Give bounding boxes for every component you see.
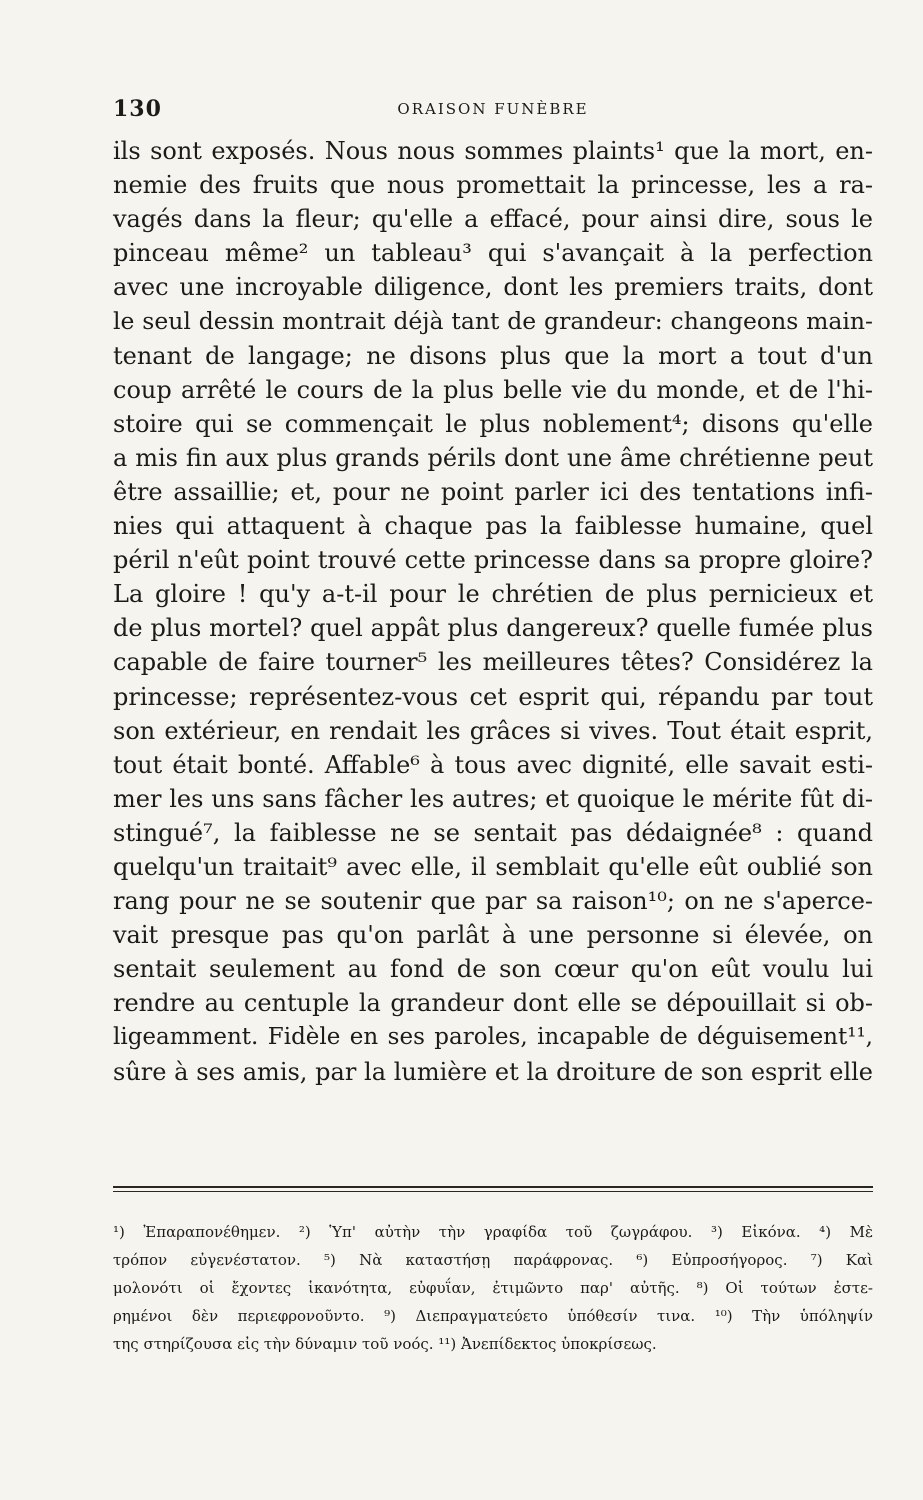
running-title: ORAISON FUNÈBRE xyxy=(397,100,589,118)
page-number: 130 xyxy=(113,96,162,122)
text-line: pinceau même² un tableau³ qui s'avançait à la perfection xyxy=(113,239,873,268)
text-line: nemie des fruits que nous promettait la princesse, les a ra- xyxy=(113,171,873,200)
text-line: son extérieur, en rendait les grâces si vives. Tout était esprit, xyxy=(113,716,873,745)
text-line: tenant de langage; ne disons plus que la mort a tout d'un xyxy=(113,341,873,370)
text-line: nies qui attaquent à chaque pas la faiblesse humaine, quel xyxy=(113,512,873,541)
page-header xyxy=(113,96,873,122)
text-line: stingué⁷, la faiblesse ne se sentait pas dédaignée⁸ : quand xyxy=(113,818,873,847)
footnote-line: ρημένοι δὲν περιεφρονοῦντο. ⁹) Διεπραγματεύετο ὑπόθεσίν τινα. ¹⁰) Τὴν ὑπόληψίν xyxy=(113,1307,873,1325)
text-line: stoire qui se commençait le plus noblement⁴; disons qu'elle xyxy=(113,409,873,438)
text-line: sentait seulement au fond de son cœur qu'on eût voulu lui xyxy=(113,955,873,984)
footnote-line: μολονότι οἱ ἔχοντες ἱκανότητα, εὐφυΐαν, ἐτιμῶντο παρ' αὐτῆς. ⁸) Οἱ τούτων ἐστε- xyxy=(113,1279,873,1297)
body-text xyxy=(113,134,873,1089)
text-line: de plus mortel? quel appât plus dangereux? quelle fumée plus xyxy=(113,614,873,643)
text-line: tout était bonté. Affable⁶ à tous avec dignité, elle savait esti- xyxy=(113,750,873,779)
footnote-line: ¹) Ἐπαραπονέθημεν. ²) Ὑπ' αὐτὴν τὴν γραφίδα τοῦ ζωγράφου. ³) Εἰκόνα. ⁴) Μὲ xyxy=(113,1223,873,1241)
text-line: vagés dans la fleur; qu'elle a effacé, pour ainsi dire, sous le xyxy=(113,205,873,234)
text-line: le seul dessin montrait déjà tant de grandeur: changeons main- xyxy=(113,307,873,336)
text-line: ils sont exposés. Nous nous sommes plaints¹ que la mort, en- xyxy=(113,137,873,165)
text-line: avec une incroyable diligence, dont les premiers traits, dont xyxy=(113,273,873,302)
text-line: rang pour ne se soutenir que par sa raison¹⁰; on ne s'aperce- xyxy=(113,887,873,916)
footnote-line: τρόπον εὐγενέστατον. ⁵) Νὰ καταστήσῃ παράφρονας. ⁶) Εὐπροσήγορος. ⁷) Καὶ xyxy=(113,1251,873,1269)
text-line: ligeamment. Fidèle en ses paroles, incapable de déguisement¹¹, xyxy=(113,1024,873,1051)
text-line: péril n'eût point trouvé cette princesse dans sa propre gloire? xyxy=(113,546,873,575)
text-line: a mis fin aux plus grands périls dont une âme chrétienne peut xyxy=(113,443,873,472)
text-line: sûre à ses amis, par la lumière et la droiture de son esprit elle xyxy=(113,1057,873,1086)
text-line: vait presque pas qu'on parlât à une personne si élevée, on xyxy=(113,921,873,950)
text-line: quelqu'un traitait⁹ avec elle, il semblait qu'elle eût oublié son xyxy=(113,852,873,881)
text-line: être assaillie; et, pour ne point parler ici des tentations infi- xyxy=(113,477,873,506)
text-line: mer les uns sans fâcher les autres; et quoique le mérite fût di- xyxy=(113,784,873,813)
text-line: coup arrêté le cours de la plus belle vie du monde, et de l'hi- xyxy=(113,375,873,404)
footnotes xyxy=(113,1218,873,1358)
footnote-line: της στηρίζουσα εἰς τὴν δύναμιν τοῦ νοός. ¹¹) Ἀνεπίδεκτος ὑποκρίσεως. xyxy=(113,1335,657,1353)
text-line: princesse; représentez-vous cet esprit qui, répandu par tout xyxy=(113,682,873,711)
text-line: capable de faire tourner⁵ les meilleures têtes? Considérez la xyxy=(113,648,873,677)
footnote-divider xyxy=(113,1186,873,1192)
text-line: La gloire ! qu'y a-t-il pour le chrétien de plus pernicieux et xyxy=(113,580,873,609)
text-line: rendre au centuple la grandeur dont elle se dépouillait si ob- xyxy=(113,989,873,1018)
